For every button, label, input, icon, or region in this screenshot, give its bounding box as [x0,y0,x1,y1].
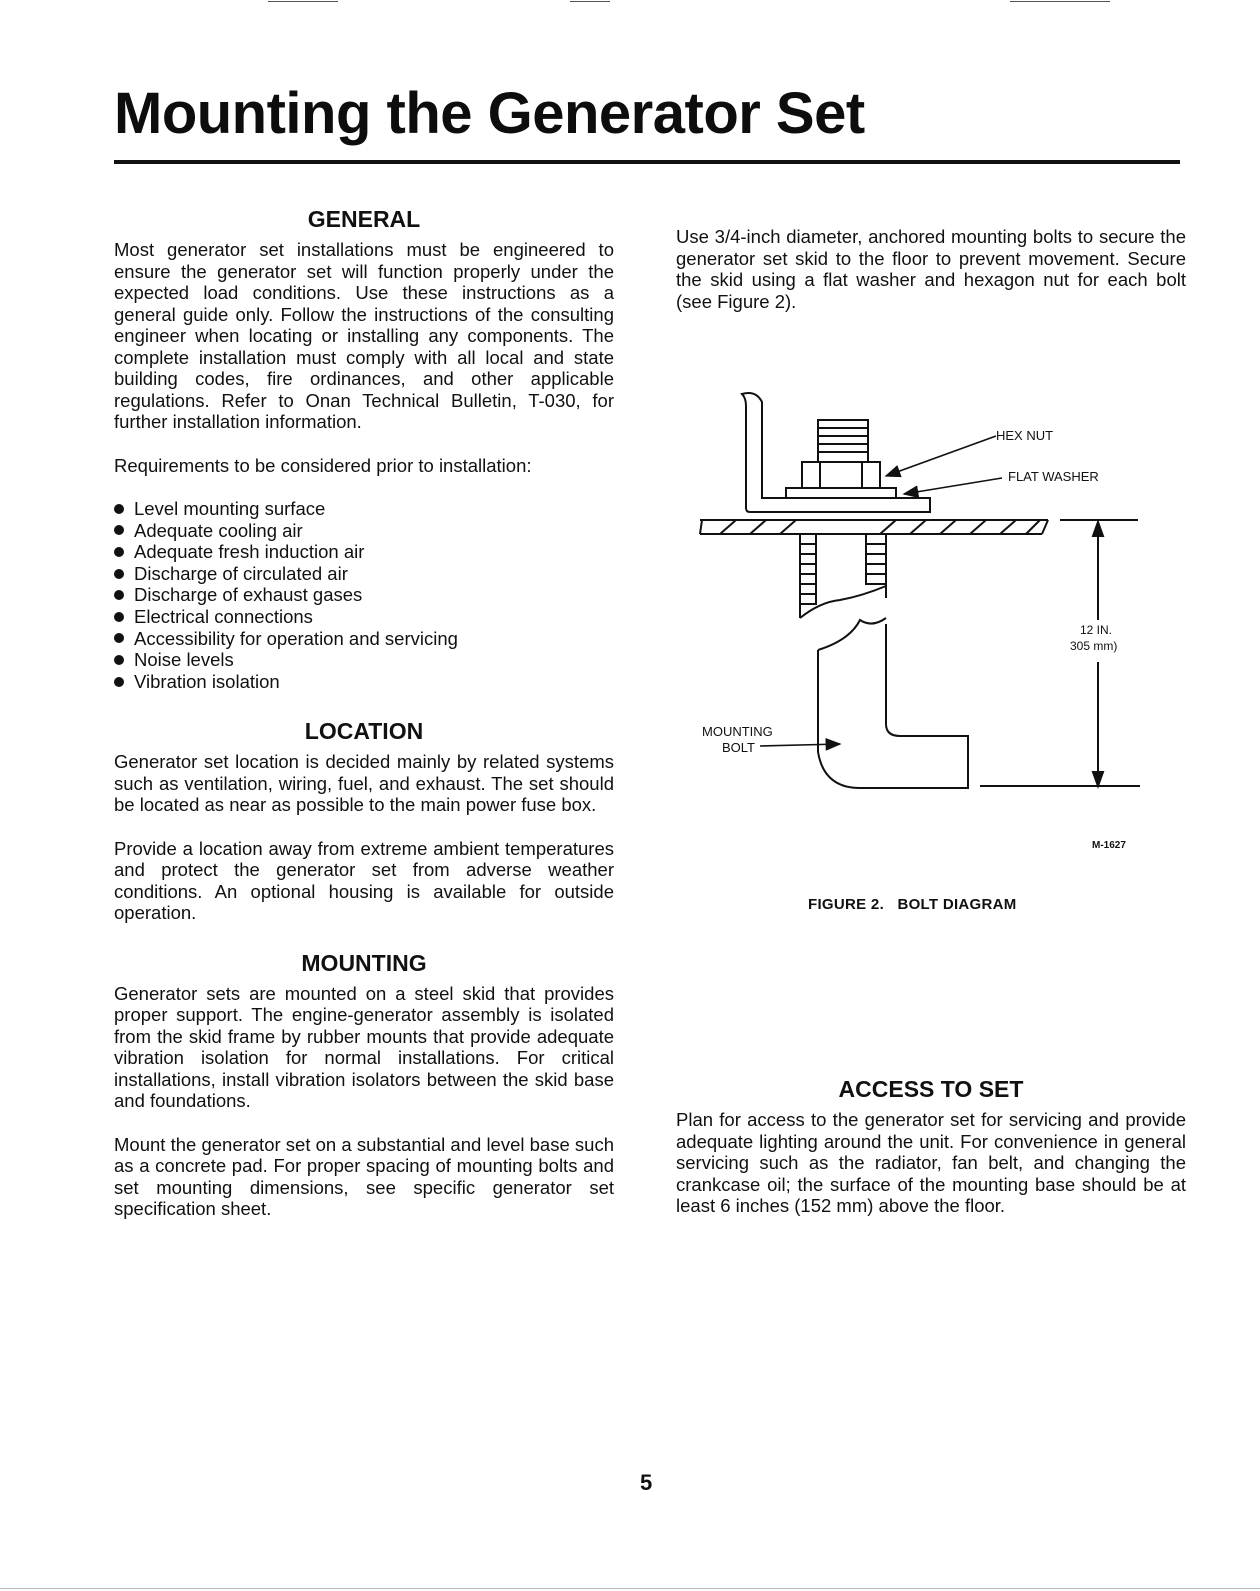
mounting-paragraph-2: Mount the generator set on a substantial and level base such as a concrete pad. For proper spacing of mounting bolts and set mounting dimensions, see specific generator set specification sheet. [114,1133,614,1220]
bolt-thread-top [818,420,868,462]
list-item [114,628,614,650]
bullet-icon [114,655,124,665]
hex-nut-label: HEX NUT [996,428,1054,443]
list-item [114,606,614,628]
list-item [114,649,614,671]
requirement-text: Electrical connections [134,605,313,627]
hex-nut [802,462,880,488]
bullet-icon [114,612,124,622]
bolt-diagram [690,380,1160,800]
dimension-inches: 12 IN. [1080,623,1113,637]
list-item [114,584,614,606]
title-rule [114,160,1180,164]
page-title: Mounting the Generator Set [114,81,865,146]
location-heading: LOCATION [304,718,424,745]
requirement-text: Accessibility for operation and servicing [134,627,458,649]
location-paragraph-1: Generator set location is decided mainly by related systems such as ventilation, wiring, fuel, and exhaust. The set should be located as near as possible to the main power fuse box. [114,751,614,816]
access-heading: ACCESS TO SET [838,1076,1024,1102]
bullet-icon [114,525,124,535]
mounting-label: MOUNTING [702,724,773,739]
flat-washer [786,488,896,498]
requirement-text: Discharge of circulated air [134,562,348,584]
scan-edge-top [1010,1,1110,2]
list-item [114,520,614,542]
mounting-bolt-leader [760,744,840,746]
access-paragraph: Plan for access to the generator set for servicing and provide adequate lighting around the unit. For convenience in general servicing such as the radiator, fan belt, and changing the crankcase oil; the surface of the mounting base should be at least 6 inches (152 mm) above the floor. [676,1109,1186,1216]
scan-edge-bottom [0,1588,1260,1589]
general-heading: GENERAL [307,206,421,232]
bullet-icon [114,633,124,643]
list-item [114,498,614,520]
flat-washer-label: FLAT WASHER [1008,469,1099,484]
bullet-icon [114,590,124,600]
floor-slab [700,520,1138,534]
requirement-text: Vibration isolation [134,670,280,692]
bolts-paragraph: Use 3/4-inch diameter, anchored mounting bolts to secure the generator set skid to the floor to prevent movement. Secure the skid using a flat washer and hexagon nut for each bolt (see Figure 2). [676,226,1186,312]
scan-edge-top [268,1,338,2]
dimension-line [980,522,1140,786]
bolt-shank [800,534,968,788]
page-number: 5 [640,1470,653,1495]
list-item [114,541,614,563]
requirement-text: Adequate cooling air [134,519,303,541]
figure-code: M-1627 [1092,840,1126,851]
bullet-icon [114,504,124,514]
hex-nut-leader [886,436,996,476]
bullet-icon [114,677,124,687]
access-section [676,1076,1186,1217]
general-paragraph-2: Requirements to be considered prior to installation: [114,454,532,476]
requirement-text: Adequate fresh induction air [134,541,365,563]
requirement-text: Level mounting surface [134,498,326,519]
right-column [676,226,1186,312]
mounting-paragraph-1: Generator sets are mounted on a steel skid that provides proper support. The engine-generator assembly is isolated from the skid frame by rubber mounts that provide adequate vibration isolation for normal installations. For critical installations, install vibration isolators between the skid base and foundations. [114,982,614,1112]
dimension-mm: 305 mm) [1070,639,1118,653]
figure-caption: FIGURE 2. BOLT DIAGRAM [808,896,1017,913]
left-column [114,206,614,1220]
mounting-heading: MOUNTING [301,949,427,976]
requirement-text: Discharge of exhaust gases [134,584,363,606]
location-paragraph-2: Provide a location away from extreme ambient temperatures and protect the generator set from adverse weather conditions. An optional housing is available for outside operation. [114,837,614,924]
bullet-icon [114,569,124,579]
scan-edge-top [570,1,610,2]
flat-washer-leader [904,478,1002,494]
bolt-label: BOLT [722,740,755,755]
list-item [114,671,614,693]
list-item [114,563,614,585]
general-paragraph-1: Most generator set installations must be engineered to ensure the generator set will function properly under the expected load conditions. Use these instructions as a general guide only. Follow the instructions of the consulting engineer when locating or installing any components. The complete installation must comply with all local and state building codes, fire ordinances, and other applicable regulations. Refer to Onan Technical Bulletin, T-030, for further installation information. [114,239,614,432]
requirement-text: Noise levels [134,649,234,671]
requirements-list [114,498,614,692]
bullet-icon [114,547,124,557]
